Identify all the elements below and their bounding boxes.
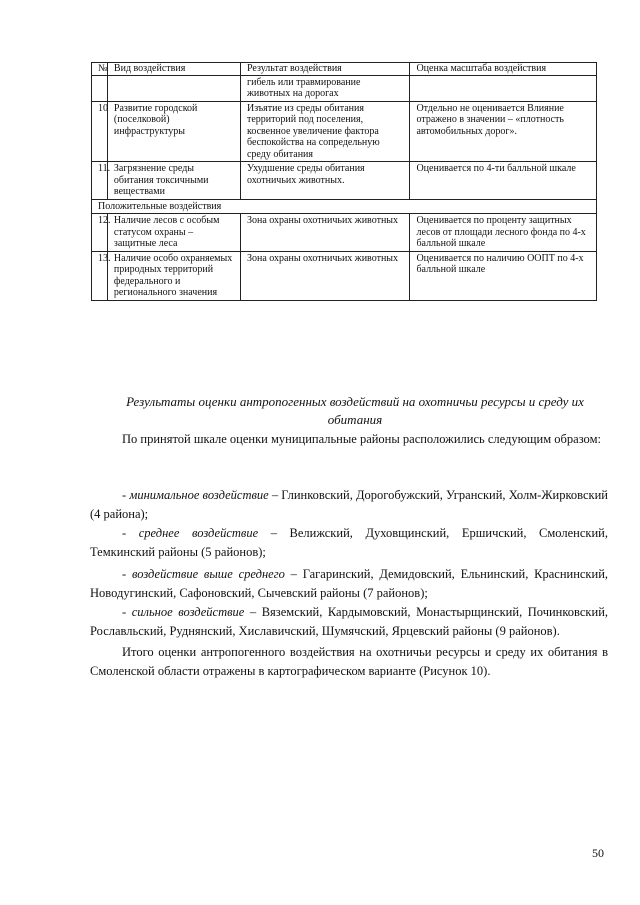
item-term: воздействие выше среднего xyxy=(131,567,285,581)
cell-result: Ухудшение среды обитания охотничьих животных. xyxy=(240,162,409,200)
cell-ots: Оценивается по проценту защитных лесов от площади лесного фонда по 4-х балльной шкале xyxy=(410,214,597,252)
item-text: – Велижский, Духовщинский, Ершичский, Смоленский, Темкинский районы (5 районов); xyxy=(90,526,608,559)
cell-ots: Оценивается по 4-ти балльной шкале xyxy=(410,162,597,200)
list-item xyxy=(90,565,608,603)
cell-num xyxy=(92,75,108,101)
item-prefix: - xyxy=(122,488,127,502)
header-num: № xyxy=(92,63,108,76)
table-row xyxy=(92,101,597,162)
list-item xyxy=(90,486,608,524)
table-row xyxy=(92,214,597,252)
cell-result: Зона охраны охотничьих животных xyxy=(240,251,409,300)
intro-paragraph: По принятой шкале оценки муниципальные районы расположились следующим образом: xyxy=(122,432,601,446)
cell-vid xyxy=(107,75,240,101)
list-item xyxy=(90,524,608,562)
header-impact-type: Вид воздействия xyxy=(107,63,240,76)
cell-num: 12. xyxy=(92,214,108,252)
cell-result: Зона охраны охотничьих животных xyxy=(240,214,409,252)
conclusion-paragraph: Итого оценки антропогенного воздействия на охотничьи ресурсы и среду их обитания в Смоленской области отражены в картографическом варианте (Рисунок 10). xyxy=(90,645,608,678)
list-item xyxy=(90,603,608,641)
header-impact-scale: Оценка масштаба воздействия xyxy=(410,63,597,76)
table-row xyxy=(92,162,597,200)
cell-vid: Развитие городской (поселковой) инфраструктуры xyxy=(107,101,240,162)
item-term: сильное воздействие xyxy=(131,605,245,619)
cell-result: Изъятие из среды обитания территорий под поселения, косвенное увеличение фактора беспокойства на сопредельную среду обитания xyxy=(240,101,409,162)
item-prefix: - xyxy=(122,605,127,619)
table-row xyxy=(92,251,597,300)
cell-ots: Оценивается по наличию ООПТ по 4-х балльной шкале xyxy=(410,251,597,300)
table-header-row xyxy=(92,63,597,76)
item-prefix: - xyxy=(122,567,127,581)
section-row xyxy=(92,199,597,214)
page-number: 50 xyxy=(592,846,604,860)
cell-num: 13. xyxy=(92,251,108,300)
cell-num: 11. xyxy=(92,162,108,200)
table-row xyxy=(92,75,597,101)
header-impact-result: Результат воздействия xyxy=(240,63,409,76)
cell-ots xyxy=(410,75,597,101)
cell-ots: Отдельно не оценивается Влияние отражено в значении – «плотность автомобильных дорог». xyxy=(410,101,597,162)
item-term: среднее воздействие xyxy=(138,526,259,540)
item-text: – Гагаринский, Демидовский, Ельнинский, Краснинский, Новодугинский, Сафоновский, Сычевский районы (7 районов); xyxy=(90,567,609,600)
section-heading: Результаты оценки антропогенных воздействий на охотничьи ресурсы и среду их обитания xyxy=(126,394,584,427)
cell-vid: Наличие особо охраняемых природных территорий федерального и регионального значения xyxy=(107,251,240,300)
section-label: Положительные воздействия xyxy=(92,199,597,214)
cell-vid: Наличие лесов с особым статусом охраны – защитные леса xyxy=(107,214,240,252)
cell-result: гибель или травмирование животных на дорогах xyxy=(240,75,409,101)
cell-vid: Загрязнение среды обитания токсичными веществами xyxy=(107,162,240,200)
cell-num: 10 xyxy=(92,101,108,162)
item-text: – Вяземский, Кардымовский, Монастырщинский, Починковский, Рославльский, Руднянский, Хиславичский, Шумячский, Ярцевский районы (9 районов). xyxy=(90,605,609,638)
item-term: минимальное воздействие xyxy=(129,488,269,502)
item-text: – Глинковский, Дорогобужский, Угранский, Холм-Жирковский (4 района); xyxy=(90,488,608,521)
impact-table xyxy=(91,62,597,301)
item-prefix: - xyxy=(122,526,127,540)
